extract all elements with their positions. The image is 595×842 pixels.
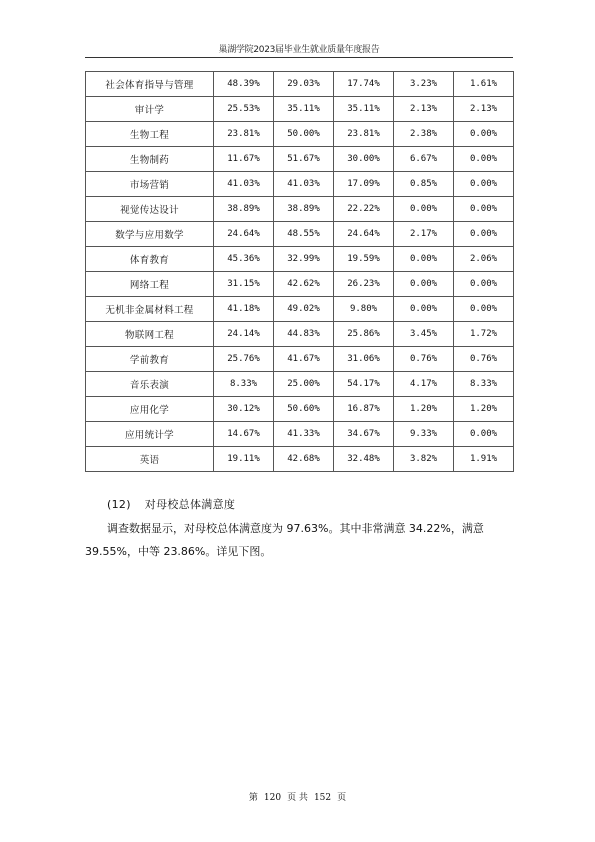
table-body — [86, 72, 514, 472]
value-cell: 4.17% — [394, 372, 454, 397]
table-row — [86, 122, 514, 147]
value-cell: 34.67% — [334, 422, 394, 447]
footer-suffix: 页 — [337, 793, 347, 803]
value-cell: 0.00% — [394, 297, 454, 322]
major-cell: 审计学 — [86, 97, 214, 122]
value-cell: 25.00% — [274, 372, 334, 397]
value-cell: 48.39% — [214, 72, 274, 97]
value-cell: 9.33% — [394, 422, 454, 447]
value-cell: 2.13% — [394, 97, 454, 122]
value-cell: 1.72% — [454, 322, 514, 347]
value-cell: 0.76% — [394, 347, 454, 372]
value-cell: 22.22% — [334, 197, 394, 222]
value-cell: 19.11% — [214, 447, 274, 472]
value-cell: 1.91% — [454, 447, 514, 472]
value-cell: 6.67% — [394, 147, 454, 172]
value-cell: 1.20% — [454, 397, 514, 422]
major-cell: 数学与应用数学 — [86, 222, 214, 247]
value-cell: 31.06% — [334, 347, 394, 372]
major-cell: 社会体育指导与管理 — [86, 72, 214, 97]
value-cell: 8.33% — [214, 372, 274, 397]
value-cell: 42.62% — [274, 272, 334, 297]
value-cell: 32.48% — [334, 447, 394, 472]
value-cell: 16.87% — [334, 397, 394, 422]
value-cell: 41.18% — [214, 297, 274, 322]
value-cell: 19.59% — [334, 247, 394, 272]
table-row — [86, 297, 514, 322]
value-cell: 0.00% — [454, 297, 514, 322]
table-row — [86, 447, 514, 472]
value-cell: 41.03% — [214, 172, 274, 197]
section-number: (12) — [107, 498, 131, 511]
value-cell: 42.68% — [274, 447, 334, 472]
value-cell: 35.11% — [334, 97, 394, 122]
major-cell: 学前教育 — [86, 347, 214, 372]
table-row — [86, 147, 514, 172]
value-cell: 26.23% — [334, 272, 394, 297]
section-title: 对母校总体满意度 — [144, 498, 236, 511]
value-cell: 3.23% — [394, 72, 454, 97]
value-cell: 41.67% — [274, 347, 334, 372]
table-row — [86, 97, 514, 122]
section-heading — [107, 496, 235, 512]
value-cell: 38.89% — [274, 197, 334, 222]
value-cell: 25.76% — [214, 347, 274, 372]
value-cell: 49.02% — [274, 297, 334, 322]
major-cell: 应用统计学 — [86, 422, 214, 447]
value-cell: 0.85% — [394, 172, 454, 197]
value-cell: 0.00% — [454, 147, 514, 172]
table-row — [86, 72, 514, 97]
major-cell: 市场营销 — [86, 172, 214, 197]
value-cell: 1.20% — [394, 397, 454, 422]
table-row — [86, 322, 514, 347]
value-cell: 45.36% — [214, 247, 274, 272]
value-cell: 25.53% — [214, 97, 274, 122]
table-row — [86, 272, 514, 297]
value-cell: 0.00% — [394, 272, 454, 297]
value-cell: 41.33% — [274, 422, 334, 447]
value-cell: 30.00% — [334, 147, 394, 172]
value-cell: 3.82% — [394, 447, 454, 472]
value-cell: 23.81% — [334, 122, 394, 147]
value-cell: 29.03% — [274, 72, 334, 97]
value-cell: 3.45% — [394, 322, 454, 347]
table-row — [86, 247, 514, 272]
value-cell: 48.55% — [274, 222, 334, 247]
value-cell: 25.86% — [334, 322, 394, 347]
value-cell: 2.06% — [454, 247, 514, 272]
footer-prefix: 第 — [248, 793, 258, 803]
major-cell: 音乐表演 — [86, 372, 214, 397]
value-cell: 11.67% — [214, 147, 274, 172]
value-cell: 2.17% — [394, 222, 454, 247]
value-cell: 0.00% — [394, 247, 454, 272]
value-cell: 0.00% — [454, 222, 514, 247]
value-cell: 23.81% — [214, 122, 274, 147]
value-cell: 44.83% — [274, 322, 334, 347]
major-cell: 物联网工程 — [86, 322, 214, 347]
footer-page-number: 120 — [263, 793, 282, 803]
value-cell: 24.14% — [214, 322, 274, 347]
value-cell: 0.00% — [454, 172, 514, 197]
value-cell: 0.00% — [454, 422, 514, 447]
value-cell: 17.74% — [334, 72, 394, 97]
header-divider — [85, 57, 513, 58]
value-cell: 0.76% — [454, 347, 514, 372]
value-cell: 2.38% — [394, 122, 454, 147]
value-cell: 0.00% — [454, 272, 514, 297]
running-header: 巢湖学院2023届毕业生就业质量年度报告 — [218, 45, 380, 55]
value-cell: 8.33% — [454, 372, 514, 397]
value-cell: 24.64% — [214, 222, 274, 247]
table-row — [86, 372, 514, 397]
major-cell: 无机非金属材料工程 — [86, 297, 214, 322]
value-cell: 51.67% — [274, 147, 334, 172]
value-cell: 54.17% — [334, 372, 394, 397]
value-cell: 50.00% — [274, 122, 334, 147]
satisfaction-table — [85, 71, 514, 472]
major-cell: 视觉传达设计 — [86, 197, 214, 222]
major-cell: 体育教育 — [86, 247, 214, 272]
body-paragraph: 调查数据显示，对母校总体满意度为 97.63%。其中非常满意 34.22%，满意 39.55%，中等 23.86%。详见下图。 — [85, 522, 484, 558]
value-cell: 17.09% — [334, 172, 394, 197]
page-footer — [0, 790, 595, 803]
table-row — [86, 397, 514, 422]
table-row — [86, 347, 514, 372]
major-cell: 应用化学 — [86, 397, 214, 422]
value-cell: 0.00% — [394, 197, 454, 222]
value-cell: 31.15% — [214, 272, 274, 297]
value-cell: 24.64% — [334, 222, 394, 247]
value-cell: 2.13% — [454, 97, 514, 122]
major-cell: 生物制药 — [86, 147, 214, 172]
value-cell: 0.00% — [454, 122, 514, 147]
footer-total-pages: 152 — [313, 793, 332, 803]
major-cell: 英语 — [86, 447, 214, 472]
value-cell: 0.00% — [454, 197, 514, 222]
value-cell: 50.60% — [274, 397, 334, 422]
value-cell: 1.61% — [454, 72, 514, 97]
table-row — [86, 222, 514, 247]
table-row — [86, 197, 514, 222]
table-row — [86, 422, 514, 447]
value-cell: 30.12% — [214, 397, 274, 422]
major-cell: 生物工程 — [86, 122, 214, 147]
value-cell: 35.11% — [274, 97, 334, 122]
value-cell: 14.67% — [214, 422, 274, 447]
footer-mid: 页 共 — [287, 793, 308, 803]
value-cell: 32.99% — [274, 247, 334, 272]
major-cell: 网络工程 — [86, 272, 214, 297]
table-row — [86, 172, 514, 197]
value-cell: 41.03% — [274, 172, 334, 197]
value-cell: 9.80% — [334, 297, 394, 322]
value-cell: 38.89% — [214, 197, 274, 222]
